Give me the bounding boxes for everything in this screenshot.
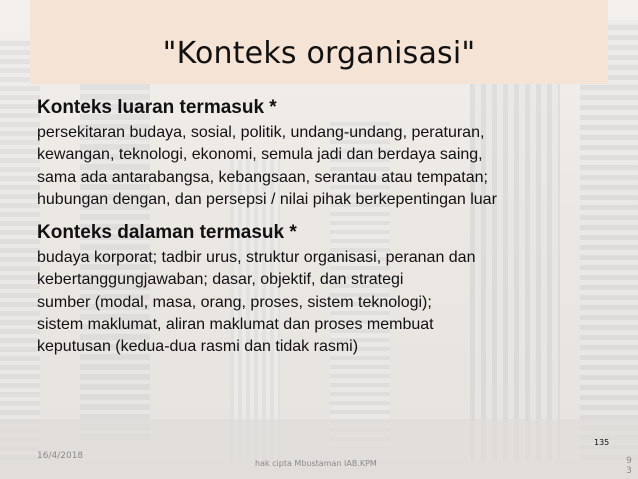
background-building [0,40,40,460]
page-number: 135 [594,438,610,447]
external-context-lines [37,122,612,211]
internal-context-line: sistem maklumat, aliran maklumat dan proses membuat [37,316,434,334]
internal-context-line: keputusan (kedua-dua rasmi dan tidak rasmi) [37,338,359,356]
section-gap [37,211,612,220]
internal-context-heading: Konteks dalaman termasuk * [37,222,297,244]
background-ground [0,419,638,479]
external-context-section [37,95,612,211]
footer-copyright: hak cipta Mbustaman IAB.KPM [255,459,377,468]
slide-number [624,456,634,476]
slide-content [37,95,612,359]
external-context-line: persekitaran budaya, sosial, politik, undang-undang, peraturan, [37,124,485,141]
slide-number-digit: 3 [626,466,632,476]
slide-title: "Konteks organisasi" [162,36,476,71]
internal-context-line: kebertanggungjawaban; dasar, objektif, dan strategi [37,271,404,289]
internal-context-line: sumber (modal, masa, orang, proses, sistem teknologi); [37,293,432,311]
external-context-line: kewangan, teknologi, ekonomi, semula jadi dan berdaya saing, [37,146,483,164]
internal-context-lines [37,247,612,358]
external-context-line: sama ada antarabangsa, kebangsaan, serantau atau tempatan; [37,168,488,186]
external-context-heading: Konteks luaran termasuk * [37,97,277,118]
internal-context-line: budaya korporat; tadbir urus, struktur organisasi, peranan dan [37,249,476,267]
slide-number-digit: 9 [626,456,632,466]
internal-context-section [37,220,612,358]
external-context-line: hubungan dengan, dan persepsi / nilai pihak berkepentingan luar [37,190,497,208]
slide-date: 16/4/2018 [37,451,84,461]
